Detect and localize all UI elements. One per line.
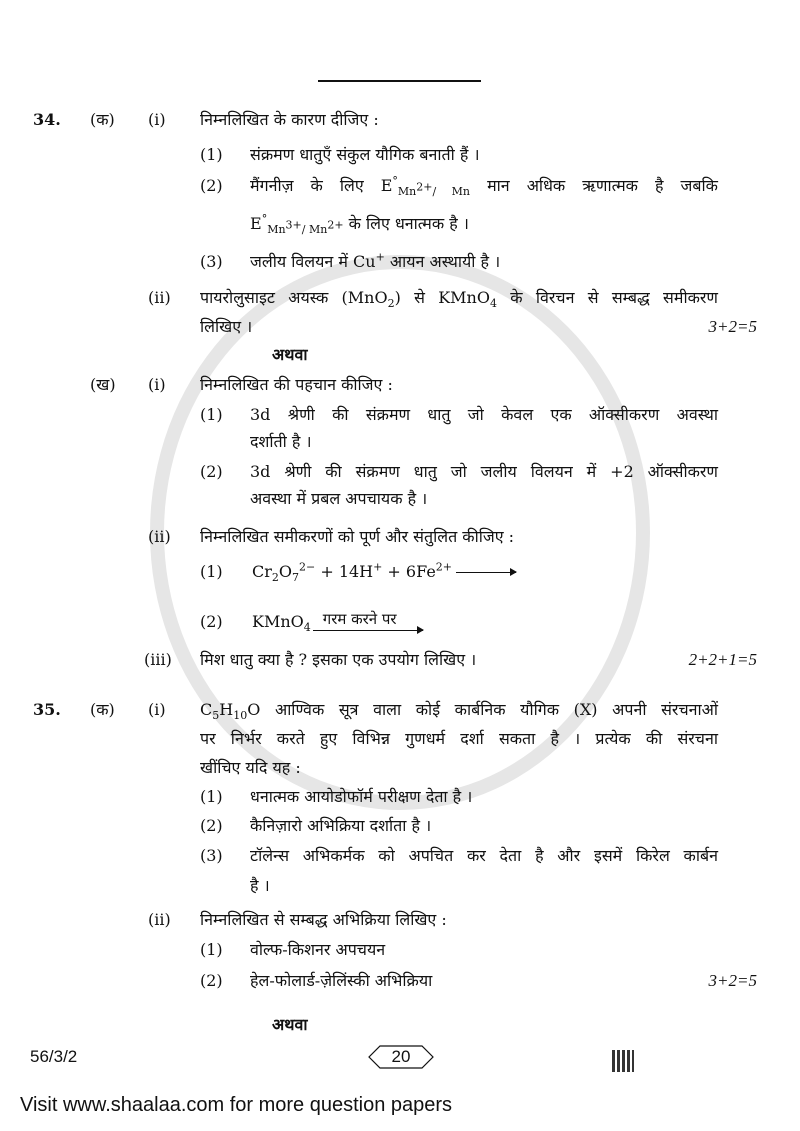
text: + <box>373 560 383 574</box>
subpart-text: मिश धातु क्या है ? इसका एक उपयोग लिखिए । <box>200 650 477 669</box>
item-text: संक्रमण धातुएँ संकुल यौगिक बनाती हैं । <box>250 145 480 164</box>
text: 7 <box>292 571 300 585</box>
marks: 3+2=5 <box>708 971 757 990</box>
prompt: निम्नलिखित से सम्बद्ध अभिक्रिया लिखिए : <box>200 910 447 929</box>
item-num: (2) <box>200 971 223 990</box>
reaction-arrow-icon <box>456 572 516 573</box>
or-separator: अथवा <box>272 1015 308 1034</box>
item-text: कैनिज़ारो अभिक्रिया दर्शाता है । <box>250 816 432 835</box>
text: 2 <box>271 571 279 585</box>
formula <box>200 700 261 723</box>
subpart-label: (i) <box>148 375 166 394</box>
item-text: वोल्फ-किशनर अपचयन <box>250 940 386 959</box>
item-num: (2) <box>200 462 223 481</box>
item-num: (1) <box>200 145 223 164</box>
item-num: (1) <box>200 405 223 424</box>
item-num: (2) <box>200 176 223 195</box>
text: ° <box>392 174 398 188</box>
paper-code: 56/3/2 <box>30 1047 78 1066</box>
text: O <box>247 700 261 719</box>
subpart-text-cont: पर निर्भर करते हुए विभिन्न गुणधर्म दर्शा सकता है । प्रत्येक की संरचना <box>200 729 718 748</box>
text: 10 <box>233 709 248 723</box>
text: 2+ <box>416 180 433 194</box>
text: 4 <box>489 297 497 311</box>
subpart-label: (ii) <box>148 527 171 546</box>
item-num: (2) <box>200 612 223 631</box>
text: KMnO <box>252 612 304 631</box>
text: Cr <box>252 562 272 581</box>
text: 2+ <box>435 560 453 574</box>
text: मैंगनीज़ के लिए <box>250 176 364 195</box>
subpart-text-cont: लिखिए । <box>200 317 253 336</box>
text: 2+ <box>327 218 344 232</box>
text: जलीय विलयन में Cu <box>250 252 376 271</box>
subpart-text <box>200 700 718 723</box>
text: Mn <box>397 185 417 199</box>
text: + <box>375 250 385 264</box>
reaction-arrow-icon <box>313 610 423 631</box>
qr-code-icon <box>612 1050 634 1072</box>
text: + 6Fe <box>382 562 436 581</box>
part-label: (क) <box>90 700 115 719</box>
question-number: 34. <box>33 110 61 129</box>
item-text-cont <box>250 212 469 237</box>
subpart-text-cont: खींचिए यदि यह : <box>200 758 301 777</box>
or-separator: अथवा <box>272 345 308 364</box>
text: C <box>200 700 213 719</box>
text: मान अधिक ऋणात्मक है जबकि <box>487 176 718 195</box>
question-number: 35. <box>33 700 61 719</box>
text: 4 <box>303 621 311 635</box>
formula <box>380 174 471 199</box>
text: आण्विक सूत्र वाला कोई कार्बनिक यौगिक (X) अपनी संरचनाओं <box>274 700 718 719</box>
item-num: (3) <box>200 252 223 271</box>
item-text: टॉलेन्स अभिकर्मक को अपचित कर देता है और इसमें किरेल कार्बन <box>250 846 718 865</box>
part-label: (क) <box>90 110 115 129</box>
page-number: 20 <box>391 1047 411 1066</box>
prompt: निम्नलिखित की पहचान कीजिए : <box>200 375 393 394</box>
text: E <box>250 214 262 233</box>
text: पायरोलुसाइट अयस्क (MnO <box>200 288 388 307</box>
subpart-label: (ii) <box>148 910 171 929</box>
prompt: निम्नलिखित समीकरणों को पूर्ण और संतुलित कीजिए : <box>200 527 515 546</box>
item-text <box>250 174 718 199</box>
prompt: निम्नलिखित के कारण दीजिए : <box>200 110 379 129</box>
subpart-label: (i) <box>148 110 166 129</box>
item-text: धनात्मक आयोडोफॉर्म परीक्षण देता है । <box>250 787 473 806</box>
item-num: (2) <box>200 816 223 835</box>
item-num: (3) <box>200 846 223 865</box>
subpart-text <box>200 288 718 311</box>
visit-link[interactable]: Visit www.shaalaa.com for more question papers <box>20 1094 453 1116</box>
part-label: (ख) <box>90 375 116 394</box>
text: 2− <box>299 560 316 574</box>
item-text-cont: है । <box>250 876 270 895</box>
text: आयन अस्थायी है । <box>389 252 501 271</box>
text: 2 <box>387 297 395 311</box>
text: के लिए धनात्मक है । <box>348 214 469 233</box>
text: / Mn <box>301 223 328 237</box>
top-rule <box>318 80 481 82</box>
item-num: (1) <box>200 787 223 806</box>
item-text <box>250 252 500 272</box>
text: E <box>380 176 393 195</box>
text: ) से KMnO <box>394 288 490 307</box>
equation <box>252 610 423 635</box>
item-text: हेल-फोलार्ड-ज़ेलिंस्की अभिक्रिया <box>250 971 433 990</box>
subpart-label: (iii) <box>144 650 172 669</box>
item-num: (1) <box>200 940 223 959</box>
equation <box>252 560 516 585</box>
text: + 14H <box>315 562 374 581</box>
reaction-condition: गरम करने पर <box>322 610 397 628</box>
text: ° <box>261 212 268 226</box>
subpart-label: (ii) <box>148 288 171 307</box>
item-text: 3d श्रेणी की संक्रमण धातु जो जलीय विलयन में +2 ऑक्सीकरण <box>250 462 718 481</box>
page-number-badge <box>368 1045 434 1069</box>
item-text: 3d श्रेणी की संक्रमण धातु जो केवल एक ऑक्सीकरण अवस्था <box>250 405 718 424</box>
text: के विरचन से सम्बद्ध समीकरण <box>510 288 718 307</box>
marks: 3+2=5 <box>708 317 757 336</box>
item-num: (1) <box>200 562 223 581</box>
marks: 2+2+1=5 <box>688 650 757 669</box>
subpart-label: (i) <box>148 700 166 719</box>
text: Mn <box>267 223 286 237</box>
text: / Mn <box>432 185 471 199</box>
item-text-cont: अवस्था में प्रबल अपचायक है । <box>250 489 428 508</box>
text: H <box>219 700 234 719</box>
item-text-cont: दर्शाती है । <box>250 432 312 451</box>
text: 3+ <box>285 218 302 232</box>
text: O <box>278 562 293 581</box>
text: 5 <box>212 709 220 723</box>
